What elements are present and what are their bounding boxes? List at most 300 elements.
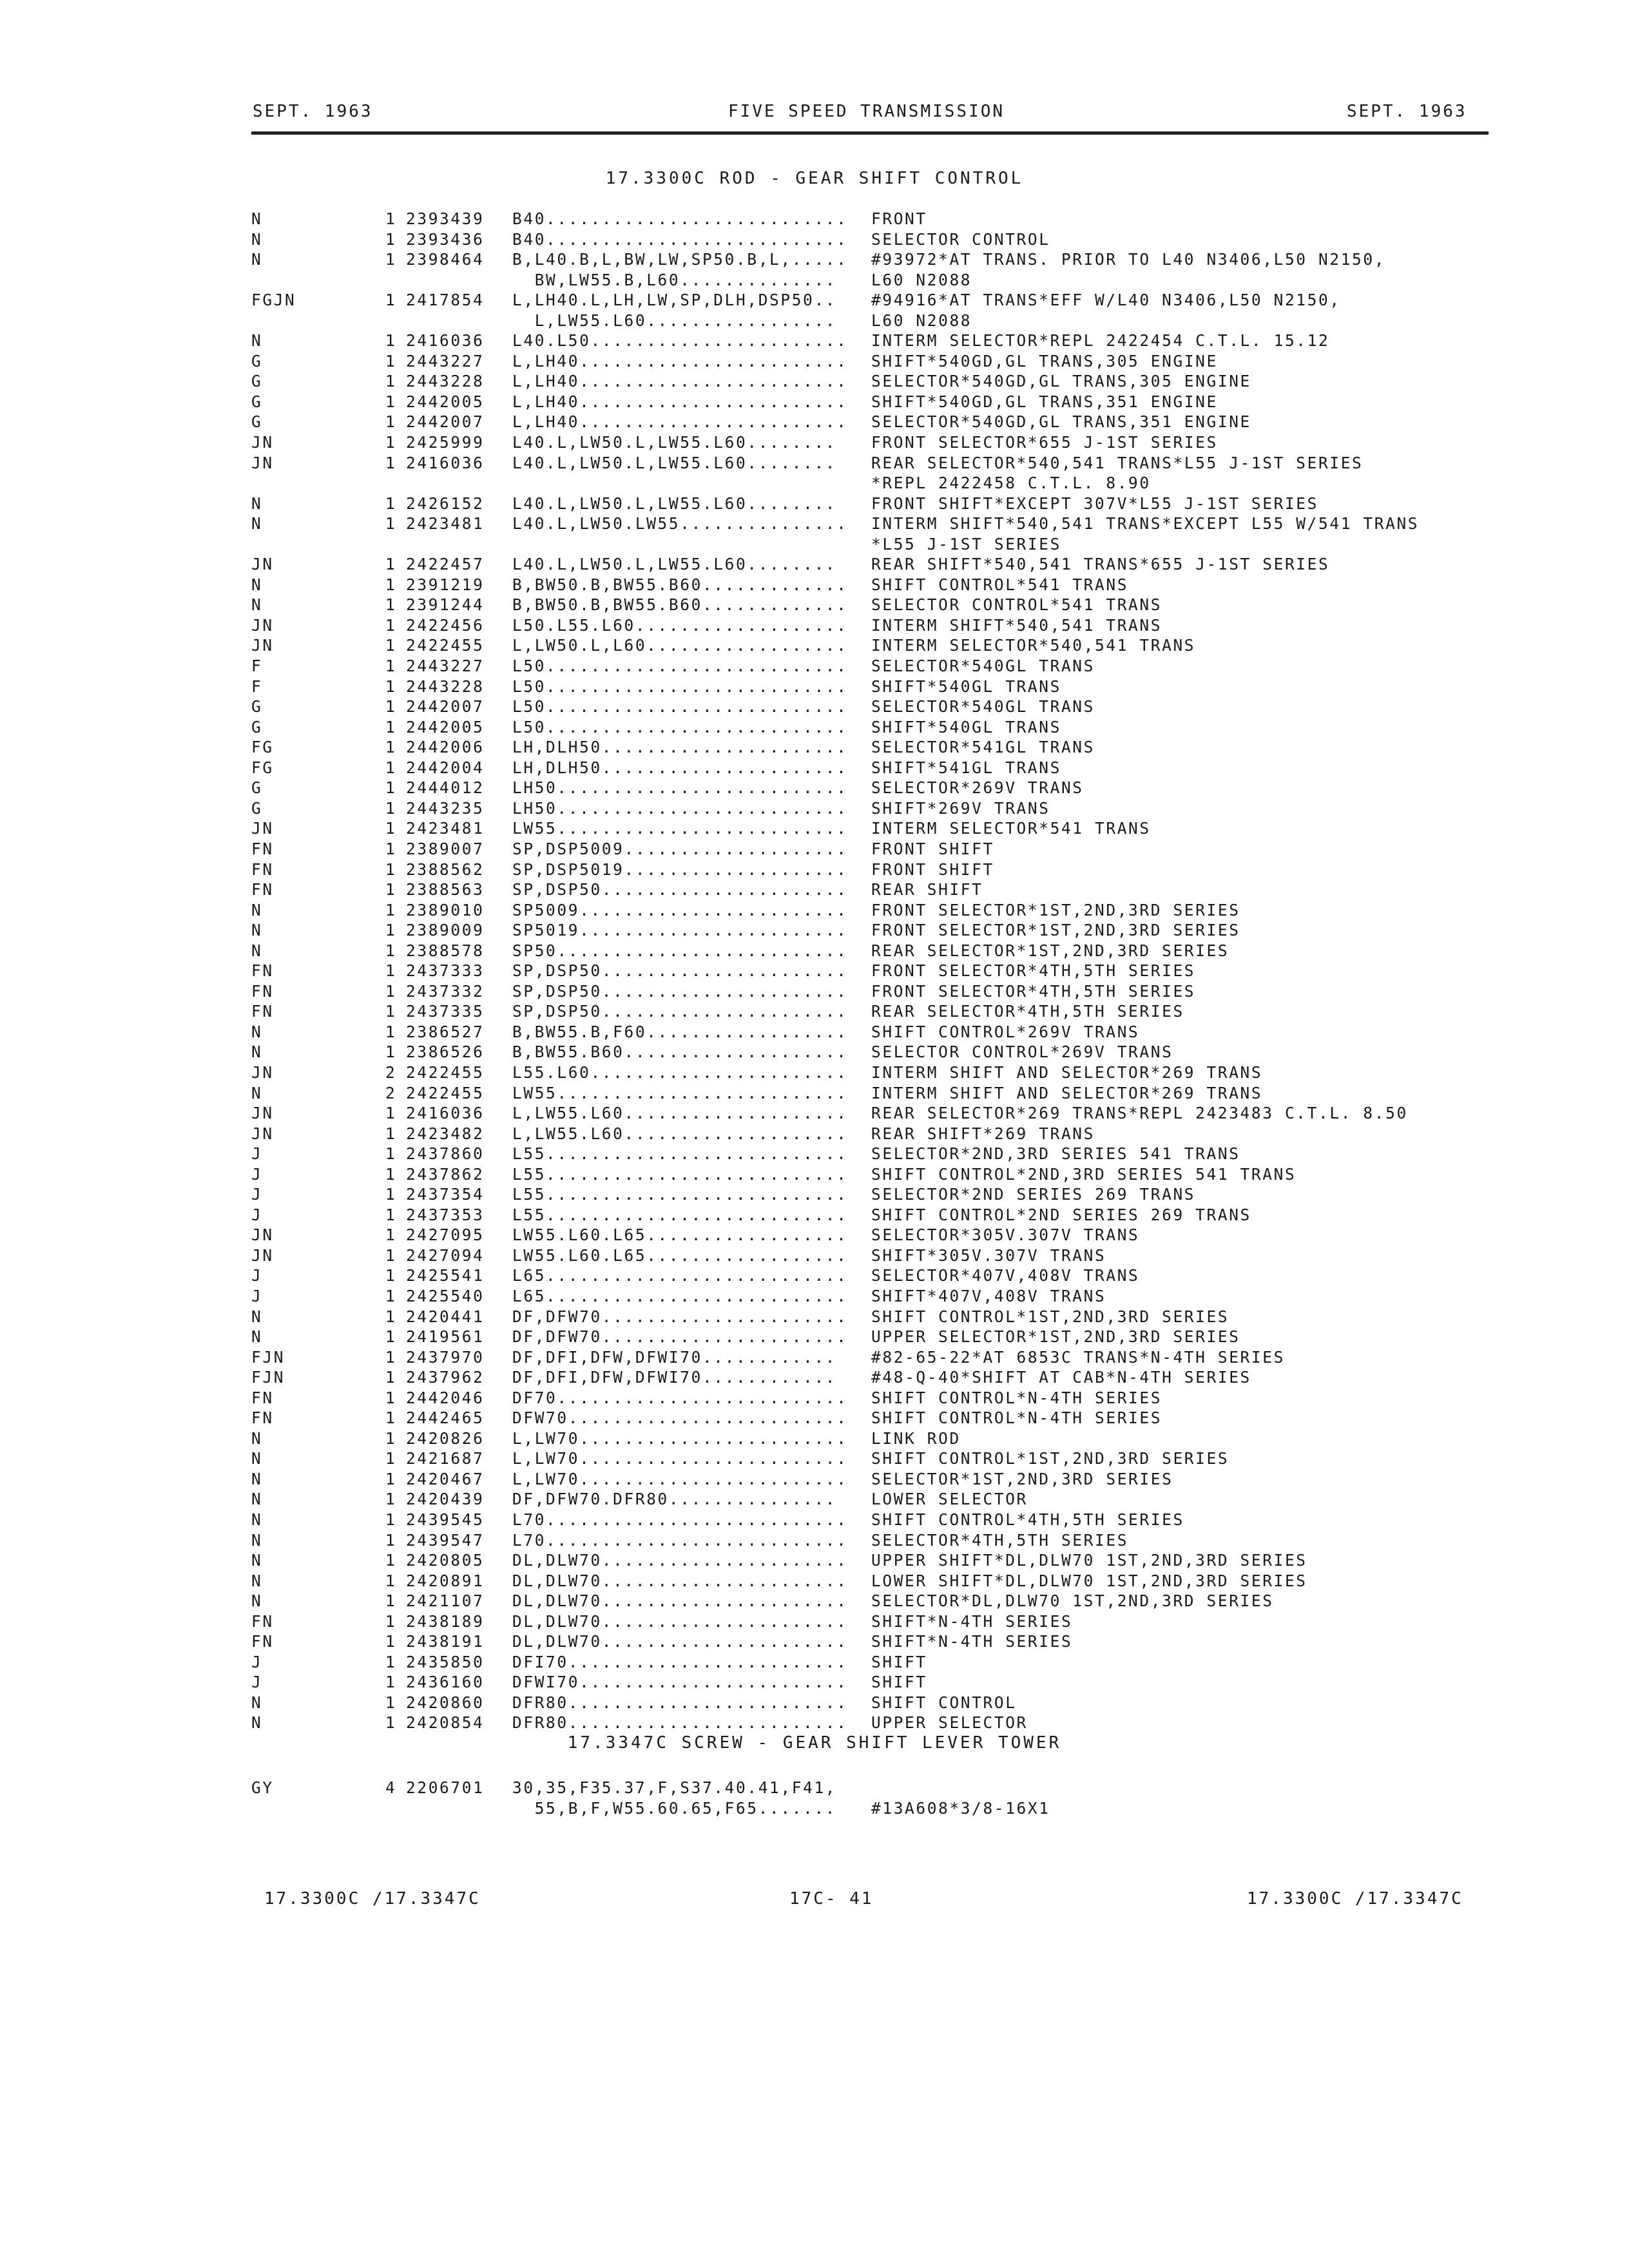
part-number: 2416036 [406, 331, 485, 351]
quantity: 1 [385, 209, 397, 228]
quantity: 1 [385, 677, 397, 696]
description: SELECTOR*305V.307V TRANS [871, 1225, 1140, 1245]
description: SHIFT CONTROL*2ND SERIES 269 TRANS [871, 1205, 1251, 1224]
description: FRONT SELECTOR*4TH,5TH SERIES [871, 961, 1196, 981]
model-list: L55........................... [512, 1164, 848, 1184]
model-list: L,LH40........................ [512, 372, 848, 391]
description: INTERM SHIFT*540,541 TRANS*EXCEPT L55 W/541 TRANS [871, 514, 1420, 533]
quantity: 1 [385, 1022, 397, 1041]
description: SHIFT CONTROL*4TH,5TH SERIES [871, 1510, 1184, 1529]
part-number: 2443228 [406, 677, 485, 696]
model-list: LH,DLH50...................... [512, 758, 848, 777]
description: SELECTOR*540GD,GL TRANS,351 ENGINE [871, 412, 1251, 432]
model-list: DL,DLW70...................... [512, 1611, 848, 1631]
model-code: FN [251, 1408, 274, 1428]
quantity: 1 [385, 1002, 397, 1021]
model-code: G [251, 798, 263, 818]
model-code: FN [251, 961, 274, 981]
quantity: 1 [385, 819, 397, 838]
model-list: L40.L,LW50.L,LW55.L60........ [512, 555, 837, 574]
model-code: J [251, 1652, 263, 1671]
quantity: 1 [385, 1185, 397, 1204]
model-list: BW,LW55.B,L60.............. [512, 270, 837, 289]
model-list: DL,DLW70...................... [512, 1571, 848, 1590]
description: L60 N2088 [871, 270, 972, 289]
description: #82-65-22*AT 6853C TRANS*N-4TH SERIES [871, 1347, 1285, 1367]
description: LINK ROD [871, 1428, 961, 1448]
model-code: FN [251, 880, 274, 899]
model-list: L65........................... [512, 1286, 848, 1305]
part-number: 2422455 [406, 1062, 485, 1082]
model-code: J [251, 1205, 263, 1224]
part-number: 2437962 [406, 1368, 485, 1387]
model-list: L40.L50....................... [512, 331, 848, 351]
part-number: 2388562 [406, 860, 485, 879]
model-list: 55,B,F,W55.60.65,F65....... [512, 1798, 837, 1818]
description: SHIFT CONTROL*1ST,2ND,3RD SERIES [871, 1449, 1229, 1468]
model-list: L40.L,LW50.L,LW55.L60........ [512, 453, 837, 472]
model-code: N [251, 1327, 263, 1347]
description: FRONT SELECTOR*1ST,2ND,3RD SERIES [871, 921, 1240, 940]
model-code: N [251, 1043, 263, 1062]
part-number: 2386527 [406, 1022, 485, 1041]
description: SHIFT*305V.307V TRANS [871, 1245, 1106, 1265]
description: SELECTOR*4TH,5TH SERIES [871, 1530, 1129, 1550]
model-list: DFR80......................... [512, 1713, 848, 1733]
model-code: FGJN [251, 291, 296, 310]
description: FRONT SHIFT [871, 839, 994, 858]
model-list: L50........................... [512, 677, 848, 696]
section-title-rod: 17.3300C ROD - GEAR SHIFT CONTROL [605, 169, 1024, 188]
quantity: 1 [385, 250, 397, 269]
quantity: 2 [385, 1062, 397, 1082]
quantity: 1 [385, 1124, 397, 1143]
description: FRONT SELECTOR*655 J-1ST SERIES [871, 433, 1218, 452]
model-code: JN [251, 453, 274, 472]
quantity: 1 [385, 595, 397, 615]
description: LOWER SELECTOR [871, 1490, 1028, 1509]
part-number: 2439547 [406, 1530, 485, 1550]
quantity: 1 [385, 880, 397, 899]
model-code: J [251, 1673, 263, 1692]
model-list: B,BW50.B,BW55.B60............. [512, 595, 848, 615]
model-code: N [251, 575, 263, 594]
model-list: L,LW55.L60.................... [512, 1124, 848, 1143]
description: SHIFT*540GL TRANS [871, 677, 1061, 696]
part-number: 2437333 [406, 961, 485, 981]
description: INTERM SHIFT AND SELECTOR*269 TRANS [871, 1083, 1263, 1102]
model-code: J [251, 1286, 263, 1305]
quantity: 1 [385, 1043, 397, 1062]
description: #94916*AT TRANS*EFF W/L40 N3406,L50 N2150, [871, 291, 1341, 310]
part-number: 2438191 [406, 1632, 485, 1651]
model-code: N [251, 1083, 263, 1102]
quantity: 1 [385, 697, 397, 716]
part-number: 2389009 [406, 921, 485, 940]
model-code: J [251, 1266, 263, 1285]
part-number: 2442046 [406, 1388, 485, 1407]
quantity: 1 [385, 1408, 397, 1428]
part-number: 2420860 [406, 1693, 485, 1712]
quantity: 1 [385, 331, 397, 351]
description: SHIFT CONTROL*541 TRANS [871, 575, 1129, 594]
model-list: L,LW70........................ [512, 1428, 848, 1448]
model-list: DF,DFI,DFW,DFWI70............ [512, 1347, 837, 1367]
description: FRONT [871, 209, 927, 228]
model-list: DFWI70........................ [512, 1673, 848, 1692]
quantity: 1 [385, 1327, 397, 1347]
part-number: 2206701 [406, 1778, 485, 1797]
part-number: 2388578 [406, 941, 485, 960]
part-number: 2393439 [406, 209, 485, 228]
part-number: 2425541 [406, 1266, 485, 1285]
description: SHIFT*540GD,GL TRANS,305 ENGINE [871, 351, 1218, 370]
quantity: 1 [385, 1144, 397, 1164]
part-number: 2389010 [406, 900, 485, 919]
part-number: 2422456 [406, 615, 485, 635]
model-code: N [251, 250, 263, 269]
part-number: 2416036 [406, 1104, 485, 1123]
model-list: L,LW55.L60.................... [512, 1104, 848, 1123]
part-number: 2417854 [406, 291, 485, 310]
description: #48-Q-40*SHIFT AT CAB*N-4TH SERIES [871, 1368, 1251, 1387]
quantity: 1 [385, 1693, 397, 1712]
description: SELECTOR*269V TRANS [871, 778, 1084, 798]
model-list: L,LH40........................ [512, 392, 848, 411]
quantity: 1 [385, 1164, 397, 1184]
quantity: 1 [385, 1347, 397, 1367]
model-code: G [251, 351, 263, 370]
model-list: LW55.......................... [512, 819, 848, 838]
model-code: N [251, 1307, 263, 1326]
part-number: 2442465 [406, 1408, 485, 1428]
model-list: B,BW55.B60.................... [512, 1043, 848, 1062]
description: SELECTOR*DL,DLW70 1ST,2ND,3RD SERIES [871, 1591, 1274, 1611]
quantity: 1 [385, 433, 397, 452]
description: #93972*AT TRANS. PRIOR TO L40 N3406,L50 N2150, [871, 250, 1386, 269]
model-code: N [251, 1469, 263, 1488]
model-list: DF70.......................... [512, 1388, 848, 1407]
model-code: N [251, 1551, 263, 1570]
description: *REPL 2422458 C.T.L. 8.90 [871, 474, 1151, 493]
model-list: B,L40.B,L,BW,LW,SP50.B,L,..... [512, 250, 848, 269]
quantity: 1 [385, 1388, 397, 1407]
model-code: JN [251, 819, 274, 838]
model-code: J [251, 1144, 263, 1164]
model-code: N [251, 514, 263, 533]
model-list: B,BW55.B,F60.................. [512, 1022, 848, 1041]
model-list: SP5019........................ [512, 921, 848, 940]
description: L60 N2088 [871, 311, 972, 330]
quantity: 1 [385, 1591, 397, 1611]
model-list: LW55.......................... [512, 1083, 848, 1102]
model-code: N [251, 941, 263, 960]
model-code: N [251, 1530, 263, 1550]
description: SHIFT CONTROL*269V TRANS [871, 1022, 1140, 1041]
model-code: G [251, 717, 263, 736]
part-number: 2439545 [406, 1510, 485, 1529]
quantity: 1 [385, 291, 397, 310]
description: SHIFT*269V TRANS [871, 798, 1050, 818]
description: SHIFT*N-4TH SERIES [871, 1632, 1073, 1651]
model-list: DFI70......................... [512, 1652, 848, 1671]
header-rule [251, 131, 1489, 135]
part-number: 2435850 [406, 1652, 485, 1671]
footer-ref-right: 17.3300C /17.3347C [1247, 1889, 1463, 1908]
model-code: N [251, 1571, 263, 1590]
description: SELECTOR*1ST,2ND,3RD SERIES [871, 1469, 1173, 1488]
model-code: N [251, 1490, 263, 1509]
part-number: 2423481 [406, 514, 485, 533]
header-date-right: SEPT. 1963 [1347, 102, 1467, 121]
model-list: SP,DSP50...................... [512, 880, 848, 899]
model-code: N [251, 900, 263, 919]
part-number: 2425540 [406, 1286, 485, 1305]
model-list: LH50.......................... [512, 798, 848, 818]
part-number: 2437970 [406, 1347, 485, 1367]
part-number: 2389007 [406, 839, 485, 858]
description: UPPER SHIFT*DL,DLW70 1ST,2ND,3RD SERIES [871, 1551, 1307, 1570]
model-list: LH,DLH50...................... [512, 738, 848, 757]
model-code: FN [251, 860, 274, 879]
quantity: 1 [385, 372, 397, 391]
description: SHIFT*541GL TRANS [871, 758, 1061, 777]
quantity: 1 [385, 1713, 397, 1733]
model-code: G [251, 392, 263, 411]
model-code: FG [251, 758, 274, 777]
model-code: FJN [251, 1368, 285, 1387]
model-code: FN [251, 1388, 274, 1407]
model-code: G [251, 412, 263, 432]
quantity: 1 [385, 555, 397, 574]
model-list: DL,DLW70...................... [512, 1551, 848, 1570]
model-list: DF,DFW70.DFR80............... [512, 1490, 837, 1509]
model-code: FJN [251, 1347, 285, 1367]
part-number: 2426152 [406, 494, 485, 513]
quantity: 1 [385, 1225, 397, 1245]
quantity: 1 [385, 1611, 397, 1631]
description: SHIFT [871, 1652, 927, 1671]
part-number: 2388563 [406, 880, 485, 899]
description: #13A608*3/8-16X1 [871, 1798, 1050, 1818]
model-list: SP,DSP5009.................... [512, 839, 848, 858]
model-code: FN [251, 1611, 274, 1631]
description: SELECTOR*540GL TRANS [871, 697, 1095, 716]
description: SHIFT CONTROL [871, 1693, 1017, 1712]
part-number: 2420805 [406, 1551, 485, 1570]
part-number: 2425999 [406, 433, 485, 452]
part-number: 2416036 [406, 453, 485, 472]
footer-ref-left: 17.3300C /17.3347C [264, 1889, 481, 1908]
model-list: B40........................... [512, 229, 848, 249]
description: FRONT SHIFT*EXCEPT 307V*L55 J-1ST SERIES [871, 494, 1319, 513]
description: *L55 J-1ST SERIES [871, 534, 1061, 553]
model-list: L70........................... [512, 1530, 848, 1550]
quantity: 1 [385, 636, 397, 655]
quantity: 1 [385, 1205, 397, 1224]
part-number: 2420467 [406, 1469, 485, 1488]
part-number: 2393436 [406, 229, 485, 249]
quantity: 1 [385, 778, 397, 798]
quantity: 1 [385, 514, 397, 533]
quantity: 1 [385, 1428, 397, 1448]
part-number: 2443227 [406, 657, 485, 676]
model-list: L50.L55.L60................... [512, 615, 848, 635]
description: SHIFT CONTROL*N-4TH SERIES [871, 1388, 1162, 1407]
quantity: 1 [385, 229, 397, 249]
model-code: FN [251, 981, 274, 1001]
model-list: L,LH40.L,LH,LW,SP,DLH,DSP50.. [512, 291, 837, 310]
quantity: 1 [385, 412, 397, 432]
model-list: DF,DFW70...................... [512, 1327, 848, 1347]
part-number: 2420854 [406, 1713, 485, 1733]
quantity: 1 [385, 657, 397, 676]
model-list: L,LH40........................ [512, 412, 848, 432]
header-title: FIVE SPEED TRANSMISSION [728, 102, 1005, 121]
quantity: 1 [385, 1245, 397, 1265]
model-code: FG [251, 738, 274, 757]
model-list: L40.L,LW50.L,LW55.L60........ [512, 494, 837, 513]
part-number: 2419561 [406, 1327, 485, 1347]
part-number: 2437332 [406, 981, 485, 1001]
description: REAR SHIFT*269 TRANS [871, 1124, 1095, 1143]
model-list: 30,35,F35.37,F,S37.40.41,F41, [512, 1778, 837, 1797]
description: SELECTOR*540GL TRANS [871, 657, 1095, 676]
model-list: DL,DLW70...................... [512, 1591, 848, 1611]
quantity: 1 [385, 1449, 397, 1468]
quantity: 1 [385, 351, 397, 370]
quantity: 1 [385, 738, 397, 757]
part-number: 2437354 [406, 1185, 485, 1204]
part-number: 2442005 [406, 392, 485, 411]
model-list: B40........................... [512, 209, 848, 228]
model-code: F [251, 677, 263, 696]
model-list: L,LW55.L60................. [512, 311, 837, 330]
quantity: 1 [385, 941, 397, 960]
part-number: 2443235 [406, 798, 485, 818]
model-list: SP,DSP5019.................... [512, 860, 848, 879]
description: SHIFT*540GL TRANS [871, 717, 1061, 736]
model-code: N [251, 1428, 263, 1448]
model-list: LH50.......................... [512, 778, 848, 798]
quantity: 1 [385, 921, 397, 940]
part-number: 2422457 [406, 555, 485, 574]
model-list: L50........................... [512, 697, 848, 716]
model-list: SP5009........................ [512, 900, 848, 919]
description: SHIFT*540GD,GL TRANS,351 ENGINE [871, 392, 1218, 411]
model-list: L,LW70........................ [512, 1469, 848, 1488]
model-code: N [251, 1693, 263, 1712]
part-number: 2420439 [406, 1490, 485, 1509]
quantity: 1 [385, 1551, 397, 1570]
part-number: 2423482 [406, 1124, 485, 1143]
quantity: 2 [385, 1083, 397, 1102]
part-number: 2423481 [406, 819, 485, 838]
description: SELECTOR CONTROL*269V TRANS [871, 1043, 1173, 1062]
part-number: 2391219 [406, 575, 485, 594]
model-code: J [251, 1185, 263, 1204]
quantity: 1 [385, 1490, 397, 1509]
model-list: L,LW70........................ [512, 1449, 848, 1468]
footer-page-number: 17C- 41 [789, 1889, 874, 1908]
quantity: 1 [385, 575, 397, 594]
part-number: 2427094 [406, 1245, 485, 1265]
description: INTERM SELECTOR*REPL 2422454 C.T.L. 15.12 [871, 331, 1330, 351]
quantity: 1 [385, 1286, 397, 1305]
model-code: FN [251, 839, 274, 858]
description: SELECTOR*540GD,GL TRANS,305 ENGINE [871, 372, 1251, 391]
model-code: FN [251, 1002, 274, 1021]
model-list: L50........................... [512, 717, 848, 736]
model-code: N [251, 1510, 263, 1529]
description: REAR SHIFT*540,541 TRANS*655 J-1ST SERIES [871, 555, 1330, 574]
description: SHIFT*407V,408V TRANS [871, 1286, 1106, 1305]
model-code: N [251, 921, 263, 940]
part-number: 2438189 [406, 1611, 485, 1631]
model-list: LW55.L60.L65.................. [512, 1245, 848, 1265]
quantity: 1 [385, 900, 397, 919]
part-number: 2443228 [406, 372, 485, 391]
model-list: L,LW50.L,L60.................. [512, 636, 848, 655]
part-number: 2398464 [406, 250, 485, 269]
model-code: N [251, 1591, 263, 1611]
model-list: L50........................... [512, 657, 848, 676]
quantity: 1 [385, 1104, 397, 1123]
model-code: N [251, 1449, 263, 1468]
model-code: JN [251, 433, 274, 452]
part-number: 2437335 [406, 1002, 485, 1021]
model-list: SP50.......................... [512, 941, 848, 960]
quantity: 1 [385, 453, 397, 472]
description: UPPER SELECTOR [871, 1713, 1028, 1733]
section-title-screw: 17.3347C SCREW - GEAR SHIFT LEVER TOWER [567, 1733, 1062, 1753]
model-list: L40.L,LW50.L,LW55.L60........ [512, 433, 837, 452]
description: SHIFT [871, 1673, 927, 1692]
model-code: JN [251, 615, 274, 635]
part-number: 2420826 [406, 1428, 485, 1448]
quantity: 1 [385, 798, 397, 818]
model-code: G [251, 778, 263, 798]
model-list: L55........................... [512, 1144, 848, 1164]
description: SELECTOR CONTROL [871, 229, 1050, 249]
part-number: 2422455 [406, 636, 485, 655]
quantity: 1 [385, 860, 397, 879]
model-list: SP,DSP50...................... [512, 981, 848, 1001]
model-list: DFW70......................... [512, 1408, 848, 1428]
model-code: JN [251, 555, 274, 574]
description: INTERM SHIFT*540,541 TRANS [871, 615, 1162, 635]
description: REAR SELECTOR*1ST,2ND,3RD SERIES [871, 941, 1229, 960]
model-code: N [251, 229, 263, 249]
description: SELECTOR*541GL TRANS [871, 738, 1095, 757]
quantity: 1 [385, 839, 397, 858]
part-number: 2442004 [406, 758, 485, 777]
part-number: 2442006 [406, 738, 485, 757]
description: REAR SELECTOR*269 TRANS*REPL 2423483 C.T.L. 8.50 [871, 1104, 1408, 1123]
part-number: 2442007 [406, 412, 485, 432]
part-number: 2386526 [406, 1043, 485, 1062]
model-list: DFR80......................... [512, 1693, 848, 1712]
part-number: 2437353 [406, 1205, 485, 1224]
part-number: 2444012 [406, 778, 485, 798]
model-list: L55.L60....................... [512, 1062, 848, 1082]
part-number: 2422455 [406, 1083, 485, 1102]
description: REAR SELECTOR*540,541 TRANS*L55 J-1ST SERIES [871, 453, 1364, 472]
part-number: 2436160 [406, 1673, 485, 1692]
model-code: F [251, 657, 263, 676]
model-code: GY [251, 1778, 274, 1797]
model-code: N [251, 331, 263, 351]
